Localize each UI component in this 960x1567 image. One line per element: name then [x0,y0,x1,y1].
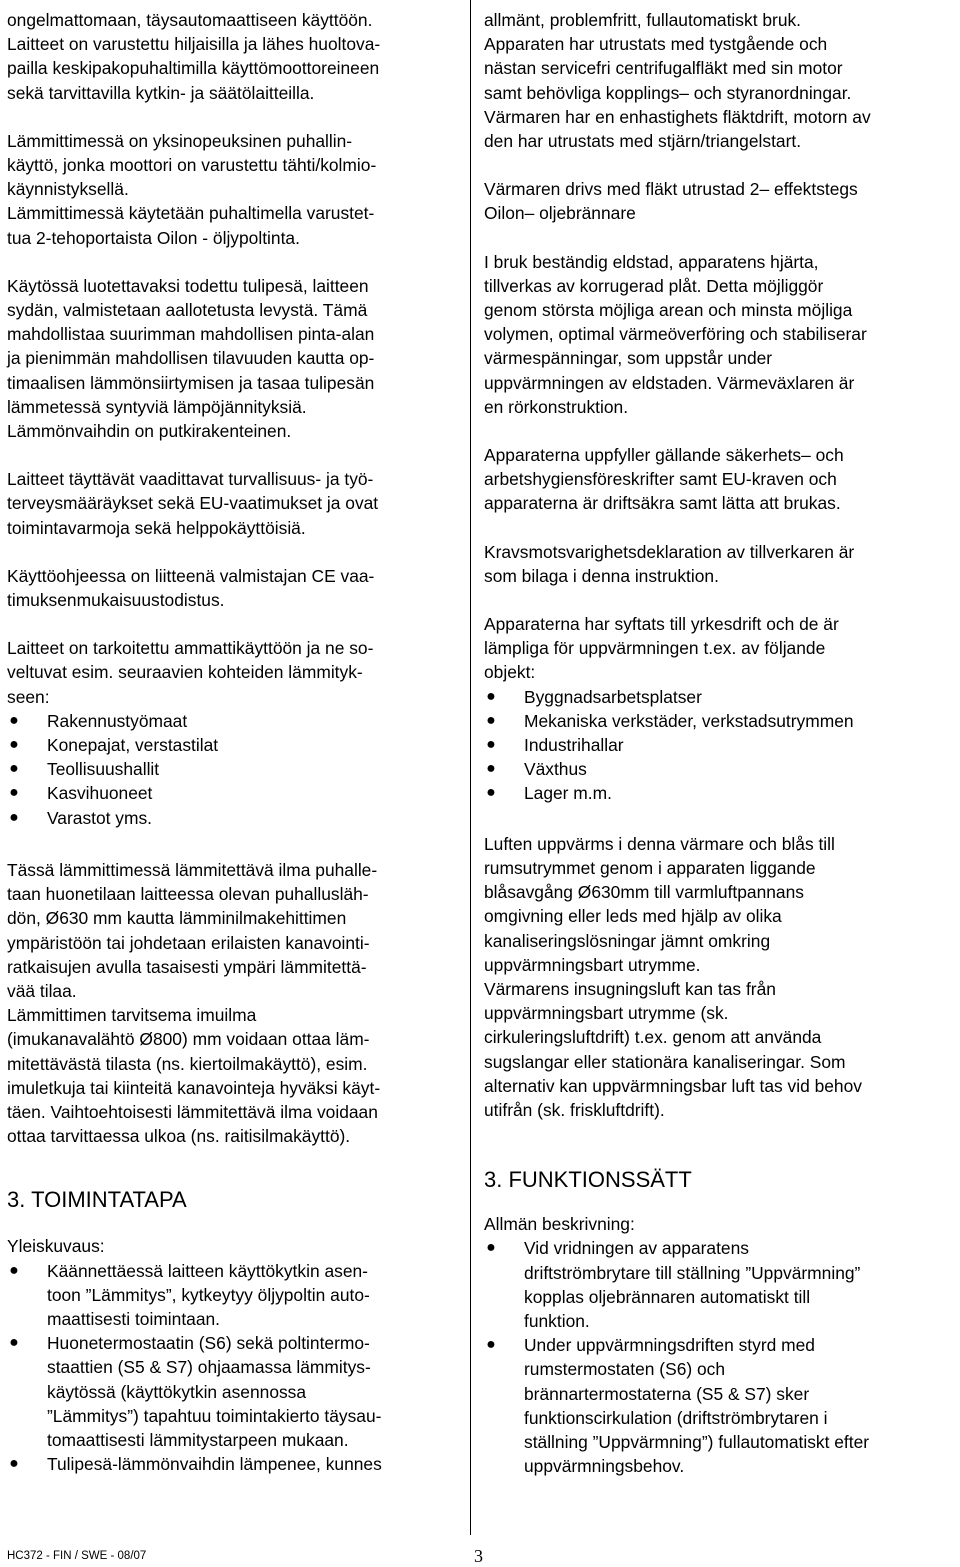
text-line: taan huonetilaan laitteessa olevan puhallusläh- [7,884,369,905]
subheading: Yleiskuvaus: [7,1236,105,1257]
text-line: ottaa tarvittaessa ulkoa (ns. raitisilmakäyttö). [7,1126,351,1147]
bullet-icon: ● [9,760,19,778]
text-line: uppvärmningsbart utrymme (sk. [484,1003,729,1024]
list-item-text: Växthus [524,759,587,780]
text-line: lämpliga för uppvärmningen t.ex. av följande [484,638,826,659]
text-line: nästan servicefri centrifugalfläkt med sin motor [484,58,843,79]
list-item [7,733,458,757]
text-line: Käyttöohjeessa on liitteenä valmistajan CE vaa- [7,565,375,586]
document-code: HC372 - FIN / SWE - 08/07 [7,1550,147,1562]
text-line: tillverkas av korrugerad plåt. Detta möjliggör [484,275,824,296]
list-item [484,781,942,805]
text-line: sydän, valmistetaan aallotetusta levystä. Tämä [7,300,368,321]
text-line: vää tilaa. [7,980,77,1001]
bullet-icon: ● [486,784,496,802]
text-line: staattien (S5 & S7) ohjaamassa lämmitys- [47,1357,371,1378]
text-line: utifrån (sk. friskluftdrift). [484,1099,665,1120]
text-line: ”Lämmitys”) tapahtuu toimintakierto täysau- [47,1405,382,1426]
bullet-icon: ● [9,736,19,754]
paragraph [7,467,458,540]
text-line: Under uppvärmningsdriften styrd med [524,1335,815,1356]
text-line: som bilaga i denna instruktion. [484,565,719,586]
text-line: mahdollistaa suurimman mahdollisen pinta-alan [7,324,375,345]
list-item [7,1259,458,1332]
paragraph [7,564,458,612]
bullet-icon: ● [9,1455,19,1473]
text-line: Lämmittimessä on yksinopeuksinen puhallin- [7,130,353,151]
text-line: uppvärmningsbehov. [524,1456,685,1477]
paragraph [7,129,458,250]
list-item [484,1236,942,1333]
list-item-text [47,1454,382,1474]
list-item-text: Mekaniska verkstäder, verkstadsutrymmen [524,710,854,731]
operation-list [484,1236,942,1478]
text-line: rumsutrymmet genom i apparaten liggande [484,857,816,878]
left-column-finnish [7,8,458,1476]
paragraph [484,612,942,685]
text-line: samt behövliga kopplings– och styranordningar. [484,82,852,103]
text-line: toon ”Lämmitys”, kytkeytyy öljypoltin auto- [47,1284,370,1305]
text-line: terveysmääräykset sekä EU-vaatimukset ja ovat [7,493,379,514]
text-line: Lämmönvaihdin on putkirakenteinen. [7,421,292,442]
text-line: omgivning eller leds med hjälp av olika [484,906,782,927]
text-line: objekt: [484,662,536,683]
section-heading: 3. FUNKTIONSSÄTT [484,1167,692,1193]
text-line: Tässä lämmittimessä lämmitettävä ilma puhalle- [7,859,378,880]
section-heading: 3. TOIMINTATAPA [7,1187,187,1213]
text-line: Huonetermostaatin (S6) sekä poltintermo- [47,1333,370,1354]
list-item [7,757,458,781]
list-item [7,1331,458,1452]
list-item [484,709,942,733]
paragraph [484,250,942,419]
paragraph [484,177,942,225]
text-line: funktionscirkulation (driftströmbrytaren i [524,1407,828,1428]
operation-list [7,1259,458,1477]
text-line: arbetshygiensföreskrifter samt EU-kraven och [484,469,837,490]
paragraph [484,443,942,516]
text-line: imuletkuja tai kiinteitä kanavointeja hyväksi käyt- [7,1077,381,1098]
text-line: ratkaisujen avulla tasaisesti ympäri lämmitettä- [7,956,367,977]
text-line: funktion. [524,1310,590,1331]
paragraph [484,540,942,588]
bullet-icon: ● [486,687,496,705]
text-line: sekä tarvittavilla kytkin- ja säätölaitteilla. [7,82,315,103]
bullet-icon: ● [486,736,496,754]
text-line: driftströmbrytare till ställning ”Uppvärmning” [524,1262,861,1283]
text-line: mitettävästä tilasta (ns. kiertoilmakäyttö), esim. [7,1053,368,1074]
text-line: Kravsmotsvarighetsdeklaration av tillverkaren är [484,541,855,562]
text-line: seen: [7,686,50,707]
list-item-text: Teollisuushallit [47,759,160,780]
text-line: käynnistyksellä. [7,179,129,200]
paragraph [484,8,942,153]
bullet-icon: ● [486,760,496,778]
column-divider [470,0,471,1535]
text-line: volymen, optimal värmeöverföring och stabiliserar [484,324,867,345]
bullet-icon: ● [9,808,19,826]
target-list [484,685,942,806]
list-item [484,1333,942,1478]
list-item [484,757,942,781]
text-line: cirkuleringsluftdrift) t.ex. genom att använda [484,1027,822,1048]
text-line: (imukanavalähtö Ø800) mm voidaan ottaa läm- [7,1029,370,1050]
text-line: maattisesti toimintaan. [47,1308,221,1329]
text-line: Laitteet on tarkoitettu ammattikäyttöön ja ne so- [7,638,374,659]
text-line: käytössä (käyttökytkin asennossa [47,1381,307,1402]
bullet-icon: ● [486,1336,496,1354]
list-item-text: Varastot yms. [47,807,153,828]
paragraph [484,832,942,1122]
text-line: Vid vridningen av apparatens [524,1238,749,1259]
text-line: dön, Ø630 mm kautta lämminilmakehittimen [7,908,347,929]
text-line: veltuvat esim. seuraavien kohteiden lämmityk- [7,662,363,683]
text-line: Apparaterna uppfyller gällande säkerhets– och [484,445,844,466]
text-line: rumstermostaten (S6) och [524,1359,726,1380]
list-item [7,1452,458,1476]
list-item-text [47,1261,370,1329]
text-line: Värmaren drivs med fläkt utrustad 2– effektstegs [484,179,858,200]
text-line: toimintavarmoja sekä helppokäyttöisiä. [7,517,306,538]
text-line: Apparaterna har syftats till yrkesdrift och de är [484,614,839,635]
bullet-icon: ● [486,1239,496,1257]
text-line: värmespänningar, som uppstår under [484,348,773,369]
bullet-icon: ● [9,711,19,729]
text-line: Värmarens insugningsluft kan tas från [484,978,776,999]
text-line: uppvärmningsbart utrymme. [484,954,701,975]
text-line: Apparaten har utrustats med tystgående och [484,34,828,55]
text-line: Lämmittimessä käytetään puhaltimella varustet- [7,203,375,224]
text-line: apparaterna är driftsäkra samt lätta att brukas. [484,493,841,514]
list-item [484,733,942,757]
text-line: kanaliseringslösningar jämnt omkring [484,930,771,951]
bullet-icon: ● [9,1261,19,1279]
list-item-text: Lager m.m. [524,783,612,804]
text-line: brännartermostaterna (S5 & S7) sker [524,1383,810,1404]
text-line: käyttö, jonka moottori on varustettu tähti/kolmio- [7,155,377,176]
list-item-text: Konepajat, verstastilat [47,735,219,756]
text-line: Tulipesä-lämmönvaihdin lämpenee, kunnes [47,1454,382,1475]
text-line: lämmetessä syntyviä lämpöjännityksiä. [7,396,307,417]
target-list [7,709,458,830]
text-line: Värmaren har en enhastighets fläktdrift, motorn av [484,106,871,127]
list-item-text [47,1333,381,1450]
text-line: den har utrustats med stjärn/triangelstart. [484,131,802,152]
subheading: Allmän beskrivning: [484,1214,635,1235]
text-line: Oilon– oljebrännare [484,203,636,224]
page-number: 3 [474,1546,483,1566]
text-line: timuksenmukaisuustodistus. [7,590,225,611]
text-line: uppvärmningen av eldstaden. Värmeväxlaren är [484,372,855,393]
bullet-icon: ● [9,784,19,802]
text-line: Lämmittimen tarvitsema imuilma [7,1005,257,1026]
text-line: ställning ”Uppvärmning”) fullautomatiskt efter [524,1431,870,1452]
text-line: Laitteet täyttävät vaadittavat turvallisuus- ja työ- [7,469,374,490]
text-line: Käytössä luotettavaksi todettu tulipesä, laitteen [7,275,369,296]
bullet-icon: ● [9,1334,19,1352]
list-item-text [524,1335,869,1476]
list-item-text: Industrihallar [524,735,624,756]
text-line: Käännettäessä laitteen käyttökytkin asen- [47,1260,368,1281]
text-line: tomaattisesti lämmitystarpeen mukaan. [47,1429,349,1450]
paragraph [7,858,458,1148]
text-line: pailla keskipakopuhaltimilla käyttömoottoreineen [7,58,380,79]
paragraph [7,636,458,709]
list-item [7,709,458,733]
list-item-text: Byggnadsarbetsplatser [524,686,702,707]
bullet-icon: ● [486,711,496,729]
text-line: ympäristöön tai johdetaan erilaisten kanavointi- [7,932,370,953]
list-item [7,781,458,805]
list-item-text [524,1238,860,1331]
text-line: Laitteet on varustettu hiljaisilla ja lähes huoltova- [7,34,381,55]
text-line: timaalisen lämmönsiirtymisen ja tasaa tulipesän [7,372,375,393]
text-line: ja pienimmän mahdollisen tilavuuden kautta op- [7,348,375,369]
list-item-text: Kasvihuoneet [47,783,153,804]
text-line: alternativ kan uppvärmningsbar luft tas vid behov [484,1075,862,1096]
text-line: täen. Vaihtoehtoisesti lämmitettävä ilma voidaan [7,1101,378,1122]
text-line: blåsavgång Ø630mm till varmluftpannans [484,882,804,903]
right-column-swedish [484,8,942,1478]
paragraph [7,274,458,443]
text-line: I bruk beständig eldstad, apparatens hjärta, [484,251,819,272]
text-line: genom största möjliga arean och minsta möjliga [484,300,853,321]
list-item [7,806,458,830]
text-line: Luften uppvärms i denna värmare och blås till [484,833,835,854]
list-item [484,685,942,709]
text-line: tua 2-tehoportaista Oilon - öljypoltinta. [7,227,300,248]
text-line: ongelmattomaan, täysautomaattiseen käyttöön. [7,10,373,30]
text-line: kopplas oljebrännaren automatiskt till [524,1286,811,1307]
text-line: allmänt, problemfritt, fullautomatiskt bruk. [484,10,802,30]
text-line: en rörkonstruktion. [484,396,629,417]
text-line: sugslangar eller stationära kanaliseringar. Som [484,1051,846,1072]
paragraph [7,8,458,105]
list-item-text: Rakennustyömaat [47,710,188,731]
